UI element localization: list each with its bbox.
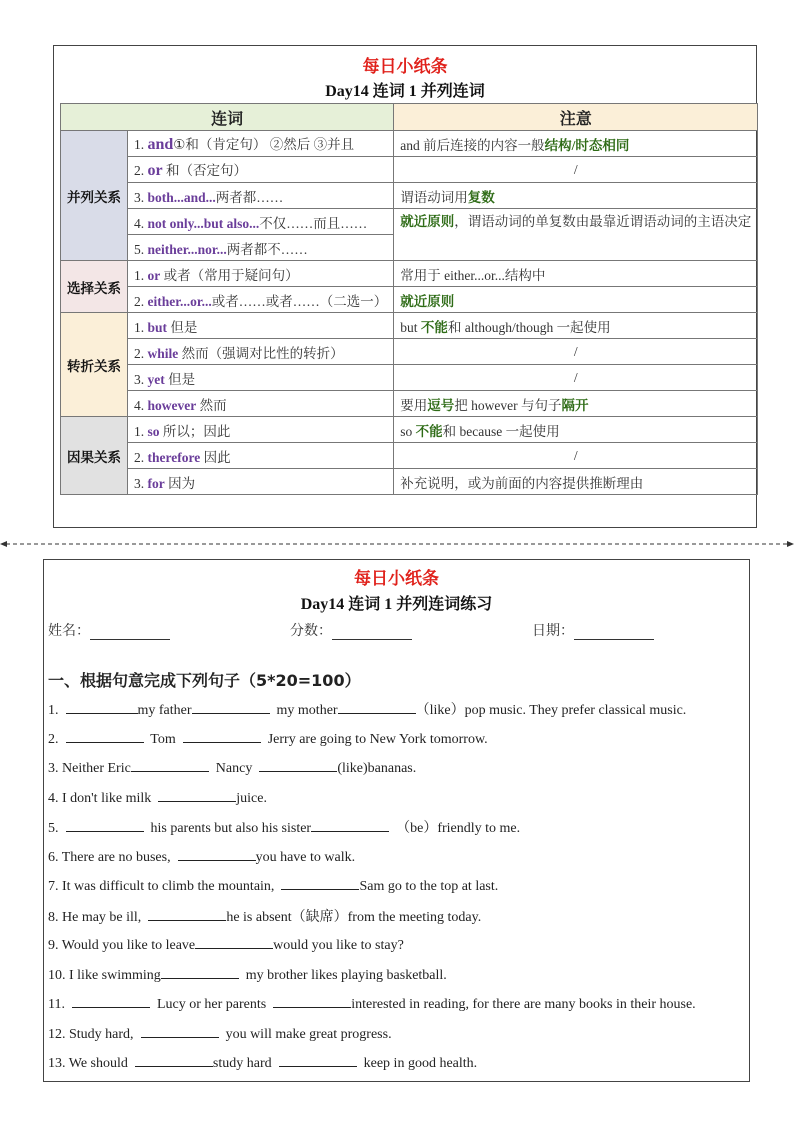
note-cell: 就近原则，谓语动词的单复数由最靠近谓语动词的主语决定 bbox=[394, 209, 758, 261]
answer-blank[interactable] bbox=[161, 965, 239, 979]
table-row bbox=[61, 339, 758, 365]
note-cell: / bbox=[394, 443, 758, 469]
conj-cell: 3. for 因为 bbox=[128, 469, 394, 495]
answer-blank[interactable] bbox=[279, 1053, 357, 1067]
conj-cell: 1. or 或者（常用于疑问句） bbox=[128, 261, 394, 287]
table-row bbox=[61, 443, 758, 469]
table-row bbox=[61, 183, 758, 209]
question-text: he is absent（缺席）from the meeting today. bbox=[226, 909, 482, 925]
answer-blank[interactable] bbox=[338, 700, 416, 714]
question-text: 12. Study hard, bbox=[48, 1026, 141, 1042]
note-cell: 补充说明，或为前面的内容提供推断理由 bbox=[394, 469, 758, 495]
question-text: his parents but also his sister bbox=[143, 821, 312, 836]
name-field[interactable]: 姓名： bbox=[48, 620, 170, 640]
question-text: Sam go to the top at last. bbox=[359, 879, 499, 894]
conj-cell: 1. and①和（肯定句） ②然后 ③并且 bbox=[128, 131, 394, 157]
question-item bbox=[48, 876, 498, 895]
question-text: 9. Would you like to leave bbox=[48, 938, 196, 953]
conjunction-table bbox=[60, 103, 758, 495]
note-cell: 常用于 either...or...结构中 bbox=[394, 261, 758, 287]
conj-cell: 1. but 但是 bbox=[128, 313, 394, 339]
group-label: 选择关系 bbox=[61, 261, 128, 313]
question-text: juice. bbox=[236, 790, 267, 806]
note-cell: 谓语动词用复数 bbox=[394, 183, 758, 209]
question-item bbox=[48, 906, 481, 926]
question-text: 4. I don't like milk bbox=[48, 790, 159, 806]
question-text: 10. I like swimming bbox=[48, 967, 161, 983]
exercise-title: 每日小纸条 bbox=[354, 569, 439, 589]
table-row bbox=[61, 287, 758, 313]
note-cell: so 不能和 because 一起使用 bbox=[394, 417, 758, 443]
conj-cell: 5. neither...nor...两者都不…… bbox=[128, 235, 394, 261]
question-text: my brother likes playing basketball. bbox=[238, 967, 447, 983]
header-conjunction: 连词 bbox=[61, 104, 394, 131]
answer-blank[interactable] bbox=[273, 994, 351, 1008]
answer-blank[interactable] bbox=[72, 994, 150, 1008]
conj-cell: 2. either...or...或者……或者……（二选一） bbox=[128, 287, 394, 313]
table-row bbox=[61, 365, 758, 391]
answer-blank[interactable] bbox=[135, 1053, 213, 1067]
question-text: 6. There are no buses, bbox=[48, 849, 178, 865]
section-heading: 一、根据句意完成下列句子（5*20=100） bbox=[48, 671, 361, 690]
notes-card bbox=[53, 45, 757, 528]
date-field[interactable]: 日期： bbox=[532, 620, 654, 640]
table-header bbox=[61, 104, 758, 131]
answer-blank[interactable] bbox=[148, 907, 226, 921]
table-row bbox=[61, 391, 758, 417]
question-text: my mother bbox=[269, 703, 338, 718]
answer-blank[interactable] bbox=[281, 876, 359, 890]
answer-blank[interactable] bbox=[66, 818, 144, 832]
question-item bbox=[48, 1053, 477, 1072]
question-text: interested in reading, for there are many books in their house. bbox=[351, 997, 696, 1012]
conj-cell: 3. yet 但是 bbox=[128, 365, 394, 391]
question-text: 3. Neither Eric bbox=[48, 761, 131, 776]
answer-blank[interactable] bbox=[66, 729, 144, 743]
table-row bbox=[61, 313, 758, 339]
question-item bbox=[48, 994, 696, 1013]
note-cell: but 不能和 although/though 一起使用 bbox=[394, 313, 758, 339]
note-cell: / bbox=[394, 339, 758, 365]
question-item bbox=[48, 699, 686, 719]
answer-blank[interactable] bbox=[195, 935, 273, 949]
table-row bbox=[61, 157, 758, 183]
table-row bbox=[61, 417, 758, 443]
answer-blank[interactable] bbox=[178, 847, 256, 861]
question-text: (like)bananas. bbox=[337, 761, 417, 776]
question-text: Lucy or her parents bbox=[149, 997, 274, 1012]
table-row bbox=[61, 209, 758, 235]
keyword: and bbox=[147, 136, 174, 153]
header-notes: 注意 bbox=[394, 104, 758, 131]
card-title: 每日小纸条 bbox=[362, 57, 448, 77]
group-label: 转折关系 bbox=[61, 313, 128, 417]
question-text: 8. He may be ill, bbox=[48, 909, 149, 925]
question-item bbox=[48, 935, 404, 954]
question-text: 1. bbox=[48, 703, 66, 718]
group-label: 并列关系 bbox=[61, 131, 128, 261]
conj-cell: 2. or 和（否定句） bbox=[128, 157, 394, 183]
question-text: 5. bbox=[48, 821, 66, 836]
answer-blank[interactable] bbox=[311, 818, 389, 832]
question-text: you will make great progress. bbox=[218, 1026, 392, 1042]
conj-cell: 2. while 然而（强调对比性的转折） bbox=[128, 339, 394, 365]
question-text: my father bbox=[137, 703, 192, 718]
table-row bbox=[61, 469, 758, 495]
question-item bbox=[48, 788, 267, 807]
answer-blank[interactable] bbox=[141, 1024, 219, 1038]
note-cell: and 前后连接的内容一般结构/时态相同 bbox=[394, 131, 758, 157]
score-field[interactable]: 分数： bbox=[290, 620, 412, 640]
question-text: Jerry are going to New York tomorrow. bbox=[260, 731, 488, 747]
question-item bbox=[48, 758, 416, 777]
question-item bbox=[48, 1024, 392, 1043]
exercise-subtitle: Day14 连词 1 并列连词练习 bbox=[300, 596, 493, 613]
answer-blank[interactable] bbox=[158, 788, 236, 802]
question-text: Nancy bbox=[208, 761, 260, 776]
conj-cell: 1. so 所以；因此 bbox=[128, 417, 394, 443]
conj-cell: 3. both...and...两者都…… bbox=[128, 183, 394, 209]
answer-blank[interactable] bbox=[131, 758, 209, 772]
question-text: would you like to stay? bbox=[273, 938, 404, 953]
card-subtitle: Day14 连词 1 并列连词 bbox=[325, 83, 485, 100]
conj-cell: 4. however 然而 bbox=[128, 391, 394, 417]
note-cell: 就近原则 bbox=[394, 287, 758, 313]
note-cell: / bbox=[394, 157, 758, 183]
question-text: （like）pop music. They prefer classical music. bbox=[415, 703, 687, 718]
conj-cell: 2. therefore 因此 bbox=[128, 443, 394, 469]
question-text: 7. It was difficult to climb the mountain, bbox=[48, 879, 282, 894]
question-text: （be）friendly to me. bbox=[389, 821, 521, 836]
note-cell: 要用逗号把 however 与句子隔开 bbox=[394, 391, 758, 417]
note-cell: / bbox=[394, 365, 758, 391]
question-item bbox=[48, 817, 520, 837]
answer-blank[interactable] bbox=[183, 729, 261, 743]
question-text: 11. bbox=[48, 997, 72, 1012]
table-row bbox=[61, 131, 758, 157]
table-row bbox=[61, 261, 758, 287]
question-text: 13. We should bbox=[48, 1056, 135, 1071]
answer-blank[interactable] bbox=[259, 758, 337, 772]
question-text: you have to walk. bbox=[255, 849, 356, 865]
question-item bbox=[48, 847, 355, 866]
question-text: keep in good health. bbox=[356, 1056, 478, 1071]
question-item bbox=[48, 965, 447, 984]
group-label: 因果关系 bbox=[61, 417, 128, 495]
answer-blank[interactable] bbox=[192, 700, 270, 714]
answer-blank[interactable] bbox=[66, 700, 138, 714]
cut-line-divider bbox=[0, 541, 794, 547]
question-text: 2. bbox=[48, 731, 66, 747]
question-text: study hard bbox=[212, 1056, 279, 1071]
conj-cell: 4. not only...but also...不仅……而且…… bbox=[128, 209, 394, 235]
question-text: Tom bbox=[143, 731, 183, 747]
question-item bbox=[48, 729, 488, 748]
